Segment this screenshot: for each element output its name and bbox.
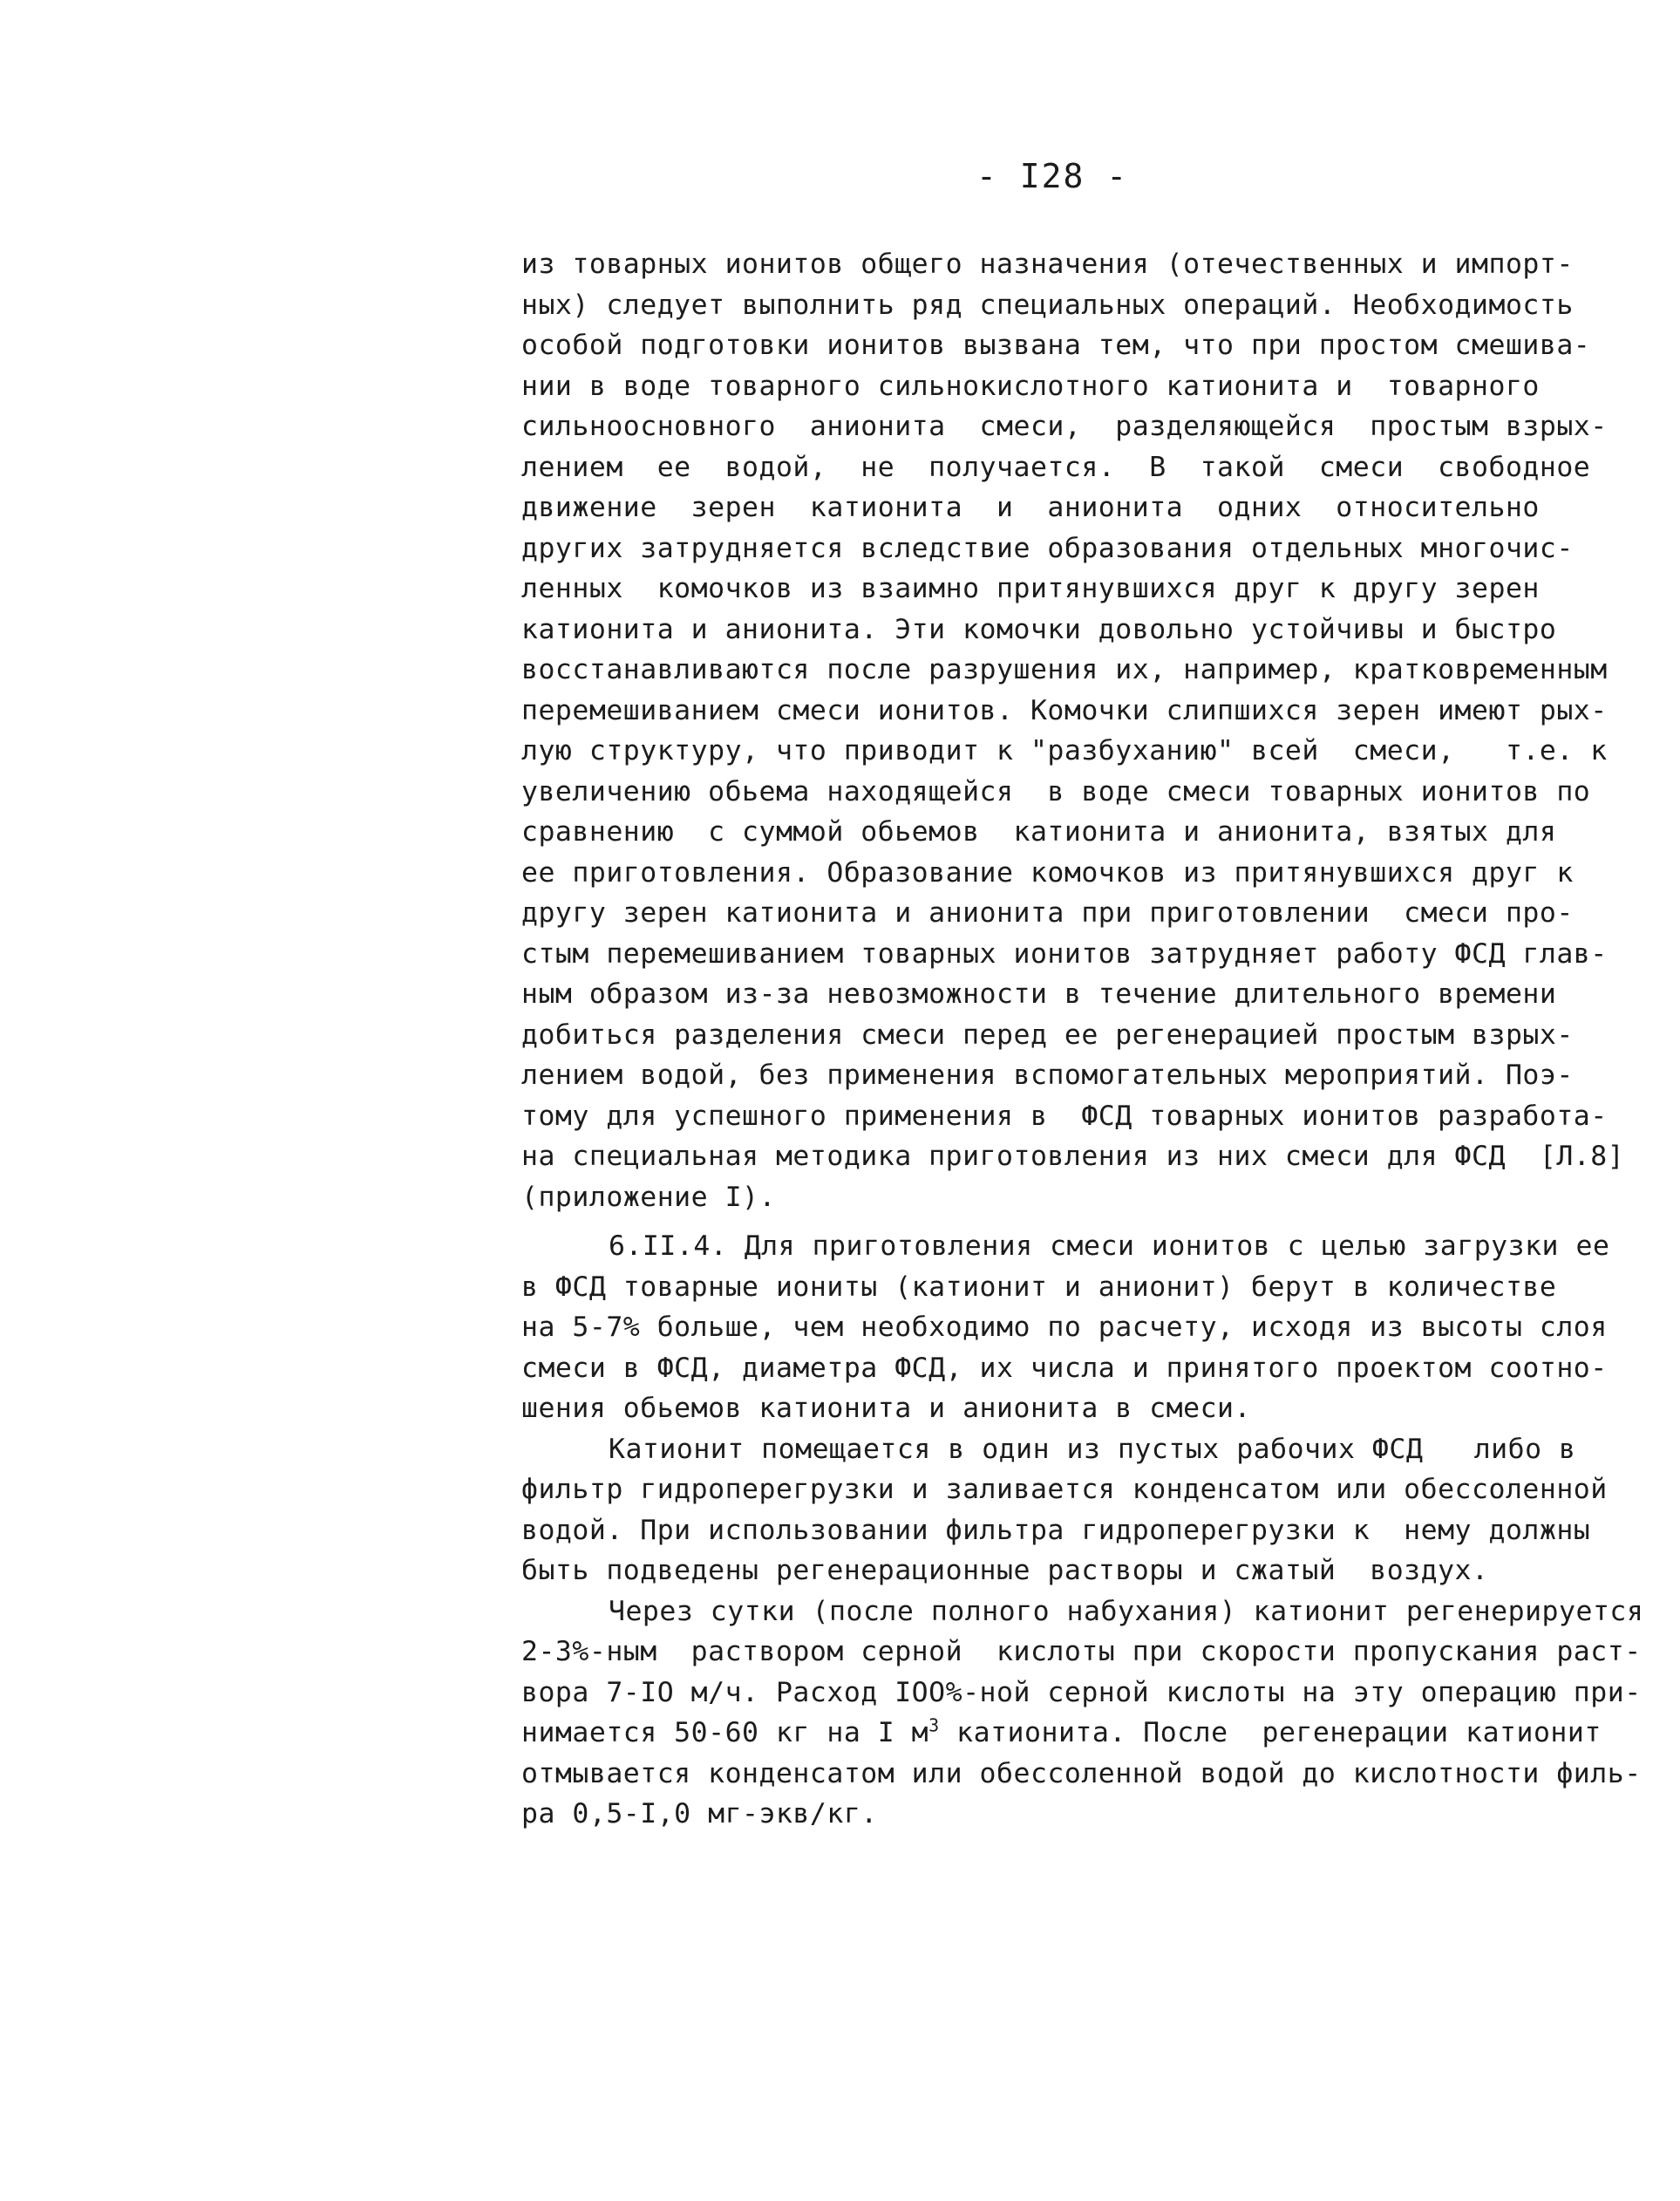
text-line: из товарных ионитов общего назначения (отечественных и импорт- — [521, 249, 1574, 280]
text-line: на специальная методика приготовления из них смеси для ФСД [Л.8] — [521, 1141, 1625, 1172]
text-line: водой. При использовании фильтра гидроперегрузки к нему должны — [521, 1514, 1591, 1546]
text-line: ленных комочков из взаимно притянувшихся друг к другу зерен — [521, 573, 1540, 604]
text-line: смеси в ФСД, диаметра ФСД, их числа и принятого проектом соотно- — [521, 1352, 1608, 1384]
text-line: 2-3%-ным раствором серной кислоты при скорости пропускания раст- — [521, 1636, 1642, 1667]
text-line: сильноосновного анионита смеси, разделяющейся простым взрых- — [521, 411, 1608, 442]
text-line: лением ее водой, не получается. В такой смеси свободное — [521, 451, 1591, 483]
text-line: восстанавливаются после разрушения их, например, кратковременным — [521, 654, 1608, 685]
text-line: добиться разделения смеси перед ее регенерацией простым взрых- — [521, 1019, 1574, 1051]
text-line: нии в воде товарного сильнокислотного катионита и товарного — [521, 370, 1540, 402]
text-line: движение зерен катионита и анионита одних относительно — [521, 492, 1540, 523]
text-line: увеличению обьема находящейся в воде смеси товарных ионитов по — [521, 775, 1591, 807]
text-line: лую структуру, что приводит к "разбуханию" всей смеси, т.е. к — [521, 735, 1608, 767]
text-line-tail: катионита. После регенерации катионит — [939, 1717, 1602, 1748]
text-line: ее приготовления. Образование комочков из притянувшихся друг к — [521, 856, 1574, 889]
cubic-superscript: 3 — [928, 1714, 940, 1736]
text-line-head: нимается 50-60 кг на I м — [521, 1717, 929, 1748]
text-line: перемешиванием смеси ионитов. Комочки слипшихся зерен имеют рых- — [521, 694, 1608, 726]
text-line: другу зерен катионита и анионита при приготовлении смеси про- — [521, 897, 1574, 929]
text-line: быть подведены регенерационные растворы и сжатый воздух. — [521, 1555, 1489, 1586]
text-line: сравнению с суммой обьемов катионита и анионита, взятых для — [521, 816, 1557, 848]
text-line: стым перемешиванием товарных ионитов затрудняет работу ФСД глав- — [521, 937, 1608, 970]
text-line: ным образом из-за невозможности в течение длительного времени — [521, 978, 1557, 1010]
text-line: лением водой, без применения вспомогательных мероприятий. Поэ- — [521, 1060, 1574, 1091]
text-line: других затрудняется вследствие образования отдельных многочис- — [521, 532, 1574, 564]
text-line: шения обьемов катионита и анионита в смеси. — [521, 1393, 1251, 1424]
text-line: тому для успешного применения в ФСД товарных ионитов разработа- — [521, 1100, 1608, 1132]
text-line: в ФСД товарные иониты (катионит и анионит) берут в количестве — [521, 1271, 1557, 1303]
document-body — [521, 244, 1644, 1835]
page-number: - I28 - — [976, 157, 1129, 195]
paragraph-start-line: Катионит помещается в один из пустых рабочих ФСД либо в — [609, 1433, 1576, 1465]
paragraph-start-line: Через сутки (после полного набухания) катионит регенерируется — [609, 1595, 1644, 1627]
text-line: вора 7-IO м/ч. Расход IOO%-ной серной кислоты на эту операцию при- — [521, 1676, 1642, 1708]
text-line: отмывается конденсатом или обессоленной водой до кислотности филь- — [521, 1757, 1642, 1789]
text-line-with-superscript — [521, 1713, 1602, 1754]
text-line: (приложение I). — [521, 1181, 776, 1213]
text-line: ных) следует выполнить ряд специальных операций. Необходимость — [521, 289, 1574, 321]
text-line: на 5-7% больше, чем необходимо по расчету, исходя из высоты слоя — [521, 1312, 1608, 1343]
text-line: ра 0,5-I,0 мг-экв/кг. — [521, 1798, 878, 1830]
text-line: особой подготовки ионитов вызвана тем, что при простом смешива- — [521, 330, 1591, 361]
text-line: катионита и анионита. Эти комочки довольно устойчивы и быстро — [521, 613, 1557, 645]
section-heading-line: 6.II.4. Для приготовления смеси ионитов с целью загрузки ее — [609, 1230, 1610, 1262]
text-line: фильтр гидроперегрузки и заливается конденсатом или обессоленной — [521, 1474, 1608, 1505]
